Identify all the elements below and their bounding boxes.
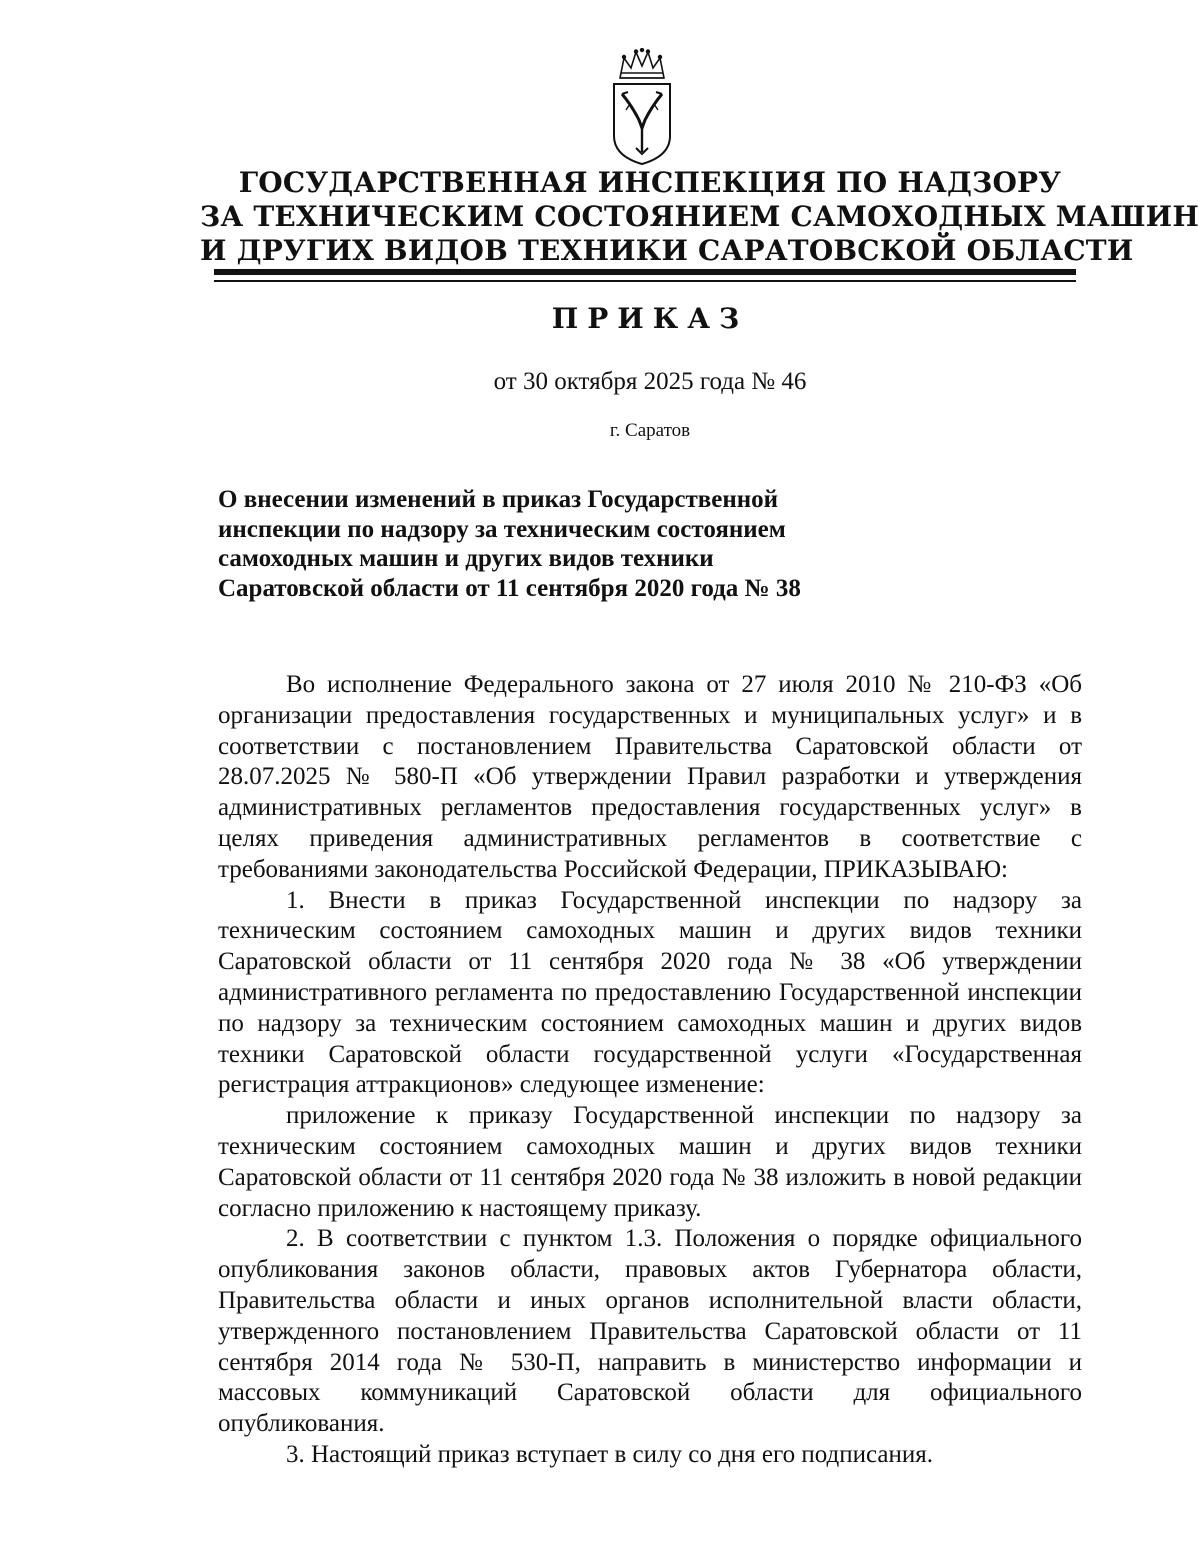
saratov-coat-of-arms-icon (606, 48, 678, 166)
document-date-number: от 30 октября 2025 года № 46 (493, 368, 807, 395)
organization-name-line: ГОСУДАРСТВЕННАЯ ИНСПЕКЦИЯ ПО НАДЗОРУ (238, 166, 1062, 199)
organization-name-line: И ДРУГИХ ВИДОВ ТЕХНИКИ САРАТОВСКОЙ ОБЛАСТИ (200, 234, 1134, 267)
subject-line: инспекции по надзору за техническим состоянием (218, 515, 786, 543)
organization-name-line: ЗА ТЕХНИЧЕСКИМ СОСТОЯНИЕМ САМОХОДНЫХ МАШИН (200, 200, 1199, 233)
subject-line: Саратовской области от 11 сентября 2020 года № 38 (218, 574, 801, 602)
body-paragraph-preamble: Во исполнение Федерального закона от 27 июля 2010 № 210-ФЗ «Об организации предоставления государственных и муниципальных услуг» и в соответствии с постановлением Правительства Саратовской области от 28.07.2025 № 580-П «Об утверждении Правил разработки и утверждения административных регламентов предоставления государственных услуг» в целях приведения административных регламентов в соответствие с требованиями законодательства Российской Федерации, ПРИКАЗЫВАЮ: (218, 671, 1082, 883)
body-paragraph-item-1: 1. Внести в приказ Государственной инспекции по надзору за техническим состоянием самоходных машин и других видов техники Саратовской области от 11 сентября 2020 года № 38 «Об утверждении административного регламента по предоставлению Государственной инспекции по надзору за техническим состоянием самоходных машин и других видов техники Саратовской области государственной услуги «Государственная регистрация аттракционов» следующее изменение: (218, 886, 1082, 1099)
subject-line: О внесении изменений в приказ Государственной (218, 486, 779, 513)
document-type-title: ПРИКАЗ (551, 302, 749, 335)
organization-name (200, 166, 1199, 268)
body-paragraph-item-1-detail: приложение к приказу Государственной инспекции по надзору за техническим состоянием самоходных машин и других видов техники Саратовской области от 11 сентября 2020 года № 38 изложить в новой редакции согласно приложению к настоящему приказу. (218, 1102, 1082, 1222)
document-city: г. Саратов (609, 420, 691, 441)
header-divider-thick (214, 269, 1076, 275)
body-paragraph-item-2: 2. В соответствии с пунктом 1.3. Положения о порядке официального опубликования законов области, правовых актов Губернатора области, Правительства области и иных органов исполнительной власти области, утвержденного постановлением Правительства Саратовской области от 11 сентября 2014 года № 530-П, направить в министерство информации и массовых коммуникаций Саратовской области для официального опубликования. (218, 1225, 1082, 1438)
body-paragraph-item-3: 3. Настоящий приказ вступает в силу со дня его подписания. (286, 1440, 934, 1468)
subject-line: самоходных машин и других видов техники (218, 545, 714, 572)
document-body (218, 670, 1082, 1471)
document-subject (218, 485, 801, 603)
header-divider-thin (214, 280, 1076, 282)
